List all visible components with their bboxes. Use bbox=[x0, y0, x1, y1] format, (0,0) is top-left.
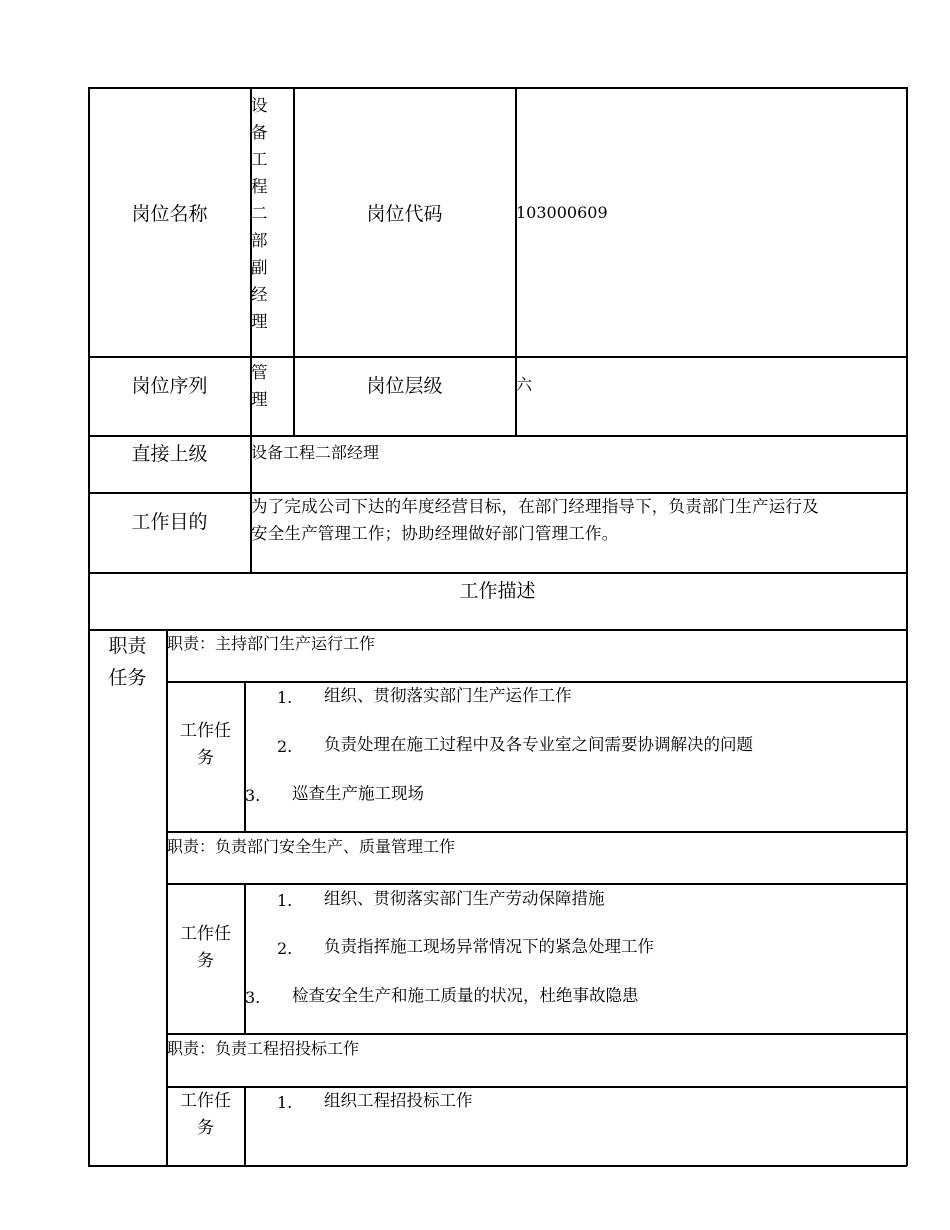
purpose-label: 工作目的 bbox=[131, 510, 208, 533]
task-text: 检查安全生产和施工质量的状况，杜绝事故隐患 bbox=[292, 986, 639, 1005]
post-series-label: 岗位序列 bbox=[131, 374, 208, 397]
duty-title: 职责：负责部门安全生产、质量管理工作 bbox=[167, 837, 456, 856]
purpose-value-line1: 为了完成公司下达的年度经营目标，在部门经理指导下，负责部门生产运行及 bbox=[251, 497, 819, 516]
post-level-label: 岗位层级 bbox=[366, 374, 443, 397]
supervisor-value: 设备工程二部经理 bbox=[251, 443, 380, 462]
task-label-line1: 工作任 bbox=[180, 924, 231, 944]
supervisor-label: 直接上级 bbox=[131, 442, 208, 465]
post-code-label: 岗位代码 bbox=[366, 202, 443, 225]
task-num: 1. bbox=[277, 1093, 293, 1112]
duty-title: 职责：负责工程招投标工作 bbox=[167, 1039, 360, 1058]
task-text: 负责指挥施工现场异常情况下的紧急处理工作 bbox=[324, 937, 654, 956]
task-label-line1: 工作任 bbox=[180, 1091, 231, 1111]
task-num: 2. bbox=[277, 737, 293, 756]
post-code-value: 103000609 bbox=[516, 203, 608, 222]
task-num: 3. bbox=[245, 786, 261, 805]
task-num: 3. bbox=[245, 988, 261, 1007]
task-text: 组织、贯彻落实部门生产运作工作 bbox=[324, 686, 572, 705]
task-label-line1: 工作任 bbox=[180, 721, 231, 741]
post-level-value: 六 bbox=[516, 375, 533, 394]
duty-label-line1: 职责 bbox=[108, 634, 147, 657]
task-num: 1. bbox=[277, 891, 293, 910]
task-label-line2: 务 bbox=[197, 748, 214, 768]
post-name-value: 设备工程二部副经理 bbox=[251, 96, 268, 331]
duty-title: 职责：主持部门生产运行工作 bbox=[167, 634, 376, 653]
post-name-label: 岗位名称 bbox=[131, 202, 208, 225]
task-label-line2: 务 bbox=[197, 1118, 214, 1138]
task-text: 巡查生产施工现场 bbox=[292, 784, 424, 803]
task-label bbox=[167, 1088, 244, 1142]
task-label-line2: 务 bbox=[197, 951, 214, 971]
task-text: 负责处理在施工过程中及各专业室之间需要协调解决的问题 bbox=[324, 735, 753, 754]
task-num: 2. bbox=[277, 939, 293, 958]
task-text: 组织、贯彻落实部门生产劳动保障措施 bbox=[324, 889, 605, 908]
post-series-value: 管理 bbox=[251, 363, 268, 409]
duty-label-line2: 任务 bbox=[108, 666, 147, 689]
task-label bbox=[167, 718, 244, 772]
description-title: 工作描述 bbox=[459, 579, 536, 602]
task-label bbox=[167, 921, 244, 975]
purpose-value-line2: 安全生产管理工作；协助经理做好部门管理工作。 bbox=[251, 524, 619, 543]
task-num: 1. bbox=[277, 688, 293, 707]
task-text: 组织工程招投标工作 bbox=[324, 1091, 473, 1110]
